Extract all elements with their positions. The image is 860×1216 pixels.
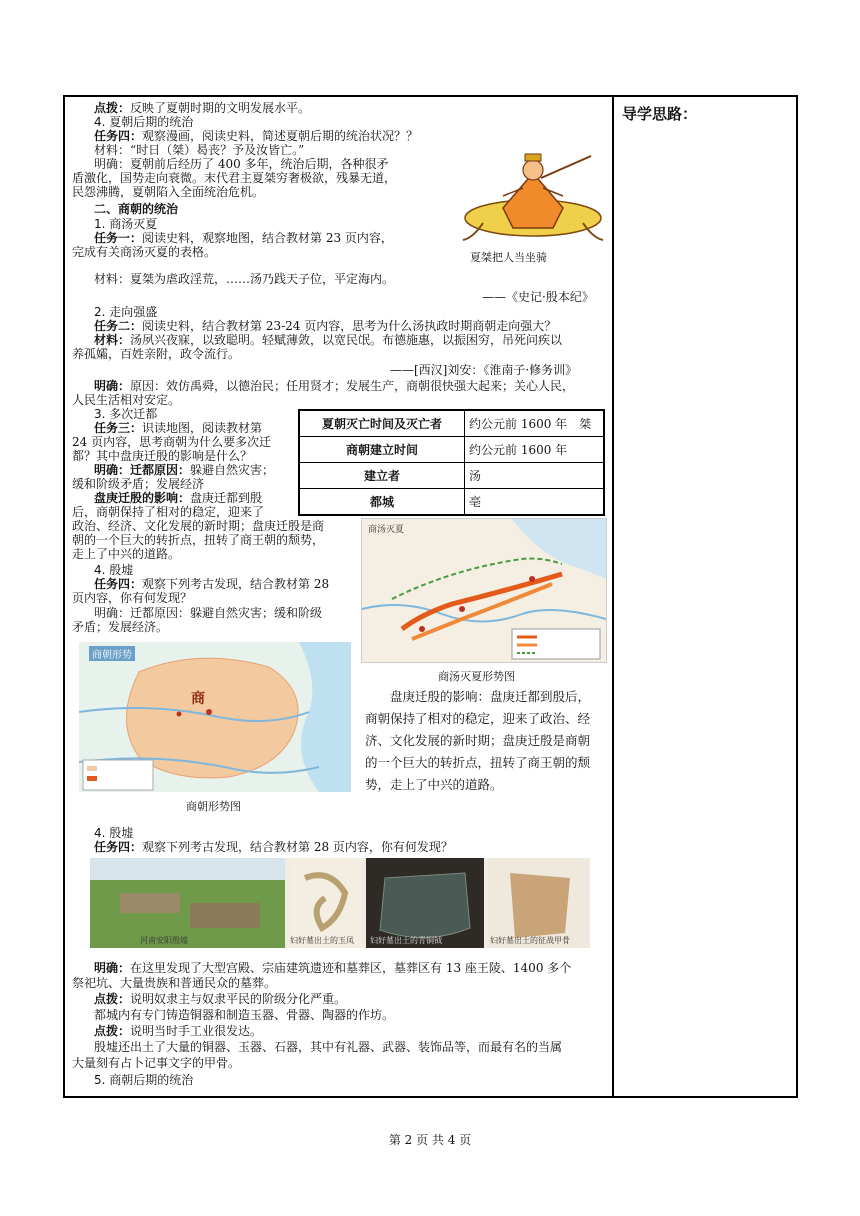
photo-caption: 妇好墓出土的玉凤 — [290, 936, 354, 945]
text-line: 济、文化发展的新时期；盘庚迁殷是商朝 — [365, 733, 591, 748]
text-line: 明确：迁都原因：躲避自然灾害；缓和阶级 — [94, 606, 323, 620]
text-line: 明确：迁都原因：躲避自然灾害； — [94, 463, 275, 477]
text-line: 养孤孀，百姓亲附，政令流行。 — [72, 347, 241, 361]
table-value: 汤 — [465, 463, 605, 489]
text-line: 盘庚迁殷的影响：盘庚迁都到殷 — [94, 491, 263, 505]
text-line: 完成有关商汤灭夏的表格。 — [72, 245, 217, 259]
text-line: 商朝保持了相对的稳定，迎来了政治、经 — [365, 711, 591, 726]
text-line: 盘庚迁殷的影响：盘庚迁都到殷后， — [390, 689, 591, 704]
guide-title: 导学思路： — [622, 105, 698, 123]
text-line: 矛盾；发展经济。 — [72, 620, 169, 634]
text-line: 势，走上了中兴的道路。 — [365, 777, 503, 792]
text-line: 任务四：观察漫画，阅读史料，简述夏朝后期的统治状况？？ — [94, 129, 419, 143]
quote-source: ——[西汉]刘安：《淮南子·修务训》 — [390, 363, 578, 377]
text-line: 24 页内容，思考商朝为什么要多次迁 — [72, 435, 272, 449]
table-row — [299, 437, 604, 463]
quote-source: ——《史记·殷本纪》 — [482, 290, 594, 304]
section-heading: 4. 夏朝后期的统治 — [94, 115, 194, 129]
text-line: 点拨：说明当时手工业很发达。 — [94, 1024, 263, 1038]
text-line: 明确：在这里发现了大型宫殿、宗庙建筑遗迹和墓葬区，墓葬区有 13 座王陵、1400 多个 — [94, 961, 572, 975]
table-key: 商朝建立时间 — [299, 437, 465, 463]
map-title: 商朝形势 — [89, 646, 135, 661]
text-line: 任务四：观察下列考古发现，结合教材第 28 页内容，你有何发现？ — [94, 840, 453, 854]
text-line: 任务三：识读地图，阅读教材第 — [94, 421, 263, 435]
page-footer: 第 2 页 共 4 页 — [388, 1133, 472, 1147]
text-line: 材料：汤夙兴夜寐，以致聪明。轻赋薄敛，以宽民氓。布德施惠，以振困穷，吊死问疾以 — [94, 333, 563, 347]
table-value: 亳 — [465, 489, 605, 516]
shang-tang-table — [298, 409, 605, 516]
section-heading: 5. 商朝后期的统治 — [94, 1073, 194, 1087]
table-value: 约公元前 1600 年 — [465, 437, 605, 463]
map-label: 商 — [191, 691, 205, 707]
jie-caption: 夏桀把人当坐骑 — [470, 251, 547, 264]
tang-map-caption: 商汤灭夏形势图 — [438, 670, 515, 683]
text-line: 盾激化，国势走向衰微。末代君主夏桀穷奢极欲，残暴无道， — [72, 171, 397, 185]
text-line: 点拨：反映了夏朝时期的文明发展水平。 — [94, 101, 311, 115]
text-line: 任务一：阅读史料，观察地图，结合教材第 23 页内容， — [94, 231, 393, 245]
table-row — [299, 489, 604, 516]
text-line: 政治、经济、文化发展的新时期；盘庚迁殷是商 — [72, 519, 325, 533]
text-line: 页内容，你有何发现？ — [72, 591, 193, 605]
jie-cartoon-image — [443, 148, 608, 243]
shang-dynasty-map — [79, 642, 351, 792]
text-line: 民怨沸腾，夏朝陷入全面统治危机。 — [72, 185, 265, 199]
text-line: 人民生活相对安定。 — [72, 393, 181, 407]
table-row — [299, 410, 604, 437]
table-key: 夏朝灭亡时间及灭亡者 — [299, 410, 465, 437]
text-line: 祭祀坑、大量贵族和普通民众的墓葬。 — [72, 976, 277, 990]
text-line: 的一个巨大的转折点，扭转了商王朝的颓 — [365, 755, 591, 770]
text-line: 后，商朝保持了相对的稳定，迎来了 — [72, 505, 265, 519]
text-line: 明确：夏朝前后经历了 400 多年，统治后期，各种很矛 — [94, 157, 389, 171]
table-row — [299, 463, 604, 489]
map-title: 商汤灭夏 — [368, 525, 405, 535]
tang-conquest-map — [361, 518, 607, 663]
text-line: 点拨：说明奴隶主与奴隶平民的阶级分化严重。 — [94, 992, 347, 1006]
text-line: 任务二：阅读史料，结合教材第 23-24 页内容，思考为什么汤执政时期商朝走向强大？ — [94, 319, 557, 333]
table-key: 都城 — [299, 489, 465, 516]
text-line: 殷墟还出土了大量的铜器、玉器、石器，其中有礼器、武器、装饰品等，而最有名的当属 — [94, 1040, 563, 1054]
text-line: 朝的一个巨大的转折点，扭转了商王朝的颓势， — [72, 533, 325, 547]
section-heading: 二、商朝的统治 — [94, 202, 179, 216]
archaeology-photos — [90, 858, 590, 948]
text-line: 任务四：观察下列考古发现，结合教材第 28 — [94, 577, 330, 591]
text-line: 都？其中盘庚迁殷的影响是什么？ — [72, 449, 253, 463]
quote: 材料：夏桀为虐政淫荒，……汤乃践天子位，平定海内。 — [94, 272, 395, 286]
shang-map-caption: 商朝形势图 — [186, 800, 241, 813]
table-key: 建立者 — [299, 463, 465, 489]
text-line: 走上了中兴的道路。 — [72, 547, 181, 561]
section-heading: 4. 殷墟 — [94, 826, 134, 840]
table-value: 约公元前 1600 年 桀 — [465, 410, 605, 437]
text-line: 都城内有专门铸造铜器和制造玉器、骨器、陶器的作坊。 — [94, 1008, 395, 1022]
section-heading: 1. 商汤灭夏 — [94, 217, 158, 231]
section-heading: 3. 多次迁都 — [94, 407, 158, 421]
text-line: 明确：原因：效仿禹舜，以德治民；任用贤才；发展生产，商朝很快强大起来；关心人民， — [94, 379, 575, 393]
photo-caption: 妇好墓出土的征战甲骨 — [490, 936, 570, 945]
text-line: 缓和阶级矛盾；发展经济 — [72, 477, 205, 491]
section-heading: 2. 走向强盛 — [94, 305, 158, 319]
photo-caption: 妇好墓出土的青铜钺 — [370, 936, 442, 945]
photo-caption: 河南安阳殷墟 — [140, 936, 188, 945]
text-line: 材料：“时日（桀）曷丧？予及汝皆亡。” — [94, 143, 305, 157]
text-line: 大量刻有占卜记事文字的甲骨。 — [72, 1056, 241, 1070]
section-heading: 4. 殷墟 — [94, 563, 134, 577]
column-divider — [612, 95, 614, 1098]
